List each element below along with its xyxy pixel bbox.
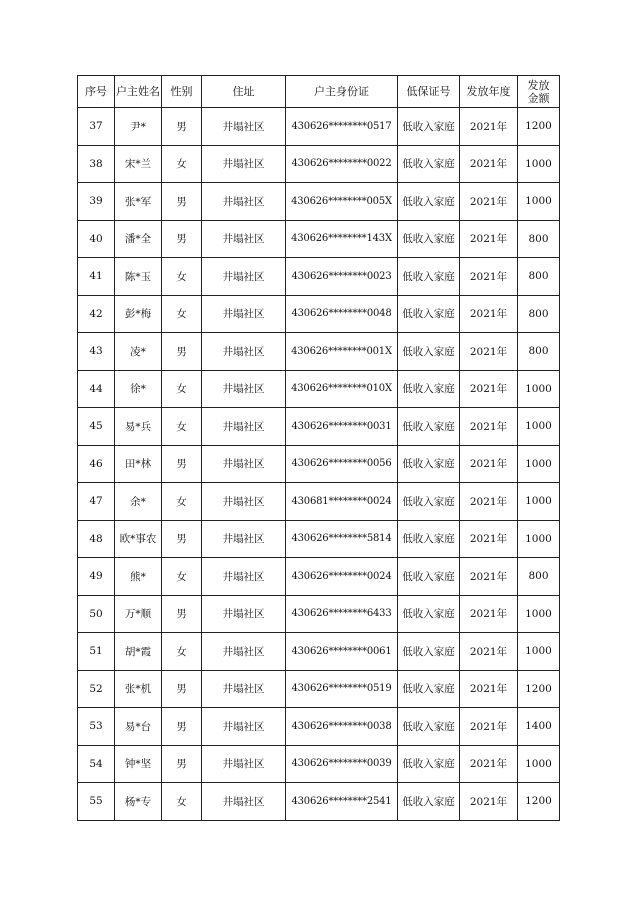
header-id: 户主身份证 <box>286 76 398 108</box>
cell-seq: 40 <box>78 220 115 258</box>
cell-amount: 1200 <box>518 783 560 821</box>
cell-id: 430626********0517 <box>286 108 398 146</box>
table-row <box>78 258 560 296</box>
cell-amount: 1000 <box>518 745 560 783</box>
cell-year: 2021年 <box>460 633 518 671</box>
table-row <box>78 108 560 146</box>
cell-sex: 男 <box>162 333 202 371</box>
cell-sex: 男 <box>162 108 202 146</box>
cell-name: 易*兵 <box>115 408 162 446</box>
cell-name: 欧*事农 <box>115 520 162 558</box>
cell-id: 430626********6433 <box>286 595 398 633</box>
cell-address: 井塌社区 <box>202 483 286 521</box>
cell-amount: 1000 <box>518 595 560 633</box>
cell-name: 凌* <box>115 333 162 371</box>
table-row <box>78 483 560 521</box>
cell-year: 2021年 <box>460 183 518 221</box>
header-amount-line2: 金额 <box>527 91 550 105</box>
cell-sex: 女 <box>162 633 202 671</box>
cell-sex: 女 <box>162 370 202 408</box>
cell-seq: 37 <box>78 108 115 146</box>
cell-amount: 800 <box>518 220 560 258</box>
header-amount <box>518 76 560 108</box>
header-dibao-no: 低保证号 <box>398 76 460 108</box>
cell-amount: 1000 <box>518 633 560 671</box>
cell-sex: 女 <box>162 783 202 821</box>
cell-dibao-no: 低收入家庭 <box>398 333 460 371</box>
cell-year: 2021年 <box>460 258 518 296</box>
cell-seq: 43 <box>78 333 115 371</box>
cell-sex: 女 <box>162 258 202 296</box>
cell-name: 尹* <box>115 108 162 146</box>
cell-seq: 38 <box>78 145 115 183</box>
table-row <box>78 445 560 483</box>
cell-amount: 800 <box>518 258 560 296</box>
cell-dibao-no: 低收入家庭 <box>398 745 460 783</box>
cell-name: 万*顺 <box>115 595 162 633</box>
cell-year: 2021年 <box>460 745 518 783</box>
cell-amount: 1000 <box>518 445 560 483</box>
cell-sex: 女 <box>162 295 202 333</box>
cell-seq: 44 <box>78 370 115 408</box>
cell-seq: 45 <box>78 408 115 446</box>
cell-id: 430626********0519 <box>286 670 398 708</box>
cell-id: 430626********2541 <box>286 783 398 821</box>
cell-id: 430681********0024 <box>286 483 398 521</box>
table-row <box>78 633 560 671</box>
cell-address: 井塌社区 <box>202 558 286 596</box>
cell-sex: 女 <box>162 483 202 521</box>
cell-dibao-no: 低收入家庭 <box>398 520 460 558</box>
table-row <box>78 408 560 446</box>
cell-address: 井塌社区 <box>202 408 286 446</box>
cell-year: 2021年 <box>460 483 518 521</box>
cell-seq: 48 <box>78 520 115 558</box>
cell-seq: 41 <box>78 258 115 296</box>
cell-seq: 47 <box>78 483 115 521</box>
cell-seq: 53 <box>78 708 115 746</box>
cell-amount: 1000 <box>518 483 560 521</box>
cell-seq: 49 <box>78 558 115 596</box>
table-row <box>78 295 560 333</box>
cell-dibao-no: 低收入家庭 <box>398 220 460 258</box>
cell-address: 井塌社区 <box>202 145 286 183</box>
cell-name: 杨*专 <box>115 783 162 821</box>
cell-seq: 50 <box>78 595 115 633</box>
cell-sex: 女 <box>162 408 202 446</box>
cell-name: 张*军 <box>115 183 162 221</box>
cell-name: 熊* <box>115 558 162 596</box>
cell-year: 2021年 <box>460 370 518 408</box>
table-row <box>78 595 560 633</box>
cell-year: 2021年 <box>460 408 518 446</box>
cell-id: 430626********0061 <box>286 633 398 671</box>
cell-dibao-no: 低收入家庭 <box>398 483 460 521</box>
cell-address: 井塌社区 <box>202 745 286 783</box>
cell-address: 井塌社区 <box>202 445 286 483</box>
header-amount-line1: 发放 <box>527 78 550 92</box>
cell-id: 430626********0022 <box>286 145 398 183</box>
cell-year: 2021年 <box>460 333 518 371</box>
cell-id: 430626********0048 <box>286 295 398 333</box>
cell-dibao-no: 低收入家庭 <box>398 633 460 671</box>
cell-amount: 800 <box>518 333 560 371</box>
table-header <box>78 76 560 108</box>
cell-address: 井塌社区 <box>202 370 286 408</box>
cell-sex: 男 <box>162 745 202 783</box>
cell-address: 井塌社区 <box>202 520 286 558</box>
cell-address: 井塌社区 <box>202 258 286 296</box>
cell-dibao-no: 低收入家庭 <box>398 445 460 483</box>
table-row <box>78 670 560 708</box>
cell-year: 2021年 <box>460 445 518 483</box>
subsidy-roster-table <box>77 75 560 821</box>
cell-sex: 男 <box>162 183 202 221</box>
cell-seq: 52 <box>78 670 115 708</box>
cell-amount: 1200 <box>518 108 560 146</box>
cell-year: 2021年 <box>460 708 518 746</box>
cell-seq: 39 <box>78 183 115 221</box>
cell-seq: 51 <box>78 633 115 671</box>
table-row <box>78 370 560 408</box>
cell-address: 井塌社区 <box>202 220 286 258</box>
table-row <box>78 183 560 221</box>
cell-seq: 46 <box>78 445 115 483</box>
cell-id: 430626********0024 <box>286 558 398 596</box>
table-row <box>78 708 560 746</box>
header-address: 住址 <box>202 76 286 108</box>
cell-amount: 1000 <box>518 183 560 221</box>
table-row <box>78 145 560 183</box>
header-year: 发放年度 <box>460 76 518 108</box>
cell-amount: 1200 <box>518 670 560 708</box>
cell-amount: 1000 <box>518 145 560 183</box>
cell-dibao-no: 低收入家庭 <box>398 145 460 183</box>
cell-seq: 55 <box>78 783 115 821</box>
cell-amount: 1400 <box>518 708 560 746</box>
cell-id: 430626********0039 <box>286 745 398 783</box>
cell-name: 徐* <box>115 370 162 408</box>
cell-year: 2021年 <box>460 295 518 333</box>
cell-name: 潘*全 <box>115 220 162 258</box>
cell-amount: 800 <box>518 295 560 333</box>
cell-dibao-no: 低收入家庭 <box>398 783 460 821</box>
cell-id: 430626********010X <box>286 370 398 408</box>
cell-address: 井塌社区 <box>202 333 286 371</box>
cell-dibao-no: 低收入家庭 <box>398 558 460 596</box>
cell-address: 井塌社区 <box>202 108 286 146</box>
cell-name: 钟*坚 <box>115 745 162 783</box>
cell-id: 430626********0056 <box>286 445 398 483</box>
cell-address: 井塌社区 <box>202 783 286 821</box>
cell-seq: 54 <box>78 745 115 783</box>
cell-amount: 1000 <box>518 370 560 408</box>
cell-year: 2021年 <box>460 558 518 596</box>
cell-year: 2021年 <box>460 520 518 558</box>
header-row <box>78 76 560 108</box>
cell-sex: 男 <box>162 595 202 633</box>
cell-dibao-no: 低收入家庭 <box>398 670 460 708</box>
cell-id: 430626********0038 <box>286 708 398 746</box>
cell-address: 井塌社区 <box>202 595 286 633</box>
cell-name: 宋*兰 <box>115 145 162 183</box>
cell-year: 2021年 <box>460 670 518 708</box>
table-row <box>78 333 560 371</box>
cell-amount: 1000 <box>518 520 560 558</box>
cell-name: 彭*梅 <box>115 295 162 333</box>
cell-amount: 800 <box>518 558 560 596</box>
table-row <box>78 558 560 596</box>
table-body <box>78 108 560 821</box>
cell-dibao-no: 低收入家庭 <box>398 183 460 221</box>
cell-dibao-no: 低收入家庭 <box>398 708 460 746</box>
cell-id: 430626********143X <box>286 220 398 258</box>
cell-year: 2021年 <box>460 145 518 183</box>
cell-sex: 女 <box>162 145 202 183</box>
cell-sex: 女 <box>162 558 202 596</box>
cell-id: 430626********005X <box>286 183 398 221</box>
cell-sex: 男 <box>162 670 202 708</box>
cell-address: 井塌社区 <box>202 708 286 746</box>
table-row <box>78 520 560 558</box>
cell-year: 2021年 <box>460 783 518 821</box>
cell-id: 430626********0023 <box>286 258 398 296</box>
cell-year: 2021年 <box>460 108 518 146</box>
cell-year: 2021年 <box>460 220 518 258</box>
cell-id: 430626********5814 <box>286 520 398 558</box>
header-sex: 性别 <box>162 76 202 108</box>
table-row <box>78 783 560 821</box>
cell-name: 余* <box>115 483 162 521</box>
cell-amount: 1000 <box>518 408 560 446</box>
header-seq: 序号 <box>78 76 115 108</box>
cell-name: 胡*霞 <box>115 633 162 671</box>
cell-name: 陈*玉 <box>115 258 162 296</box>
cell-id: 430626********0031 <box>286 408 398 446</box>
cell-dibao-no: 低收入家庭 <box>398 108 460 146</box>
cell-dibao-no: 低收入家庭 <box>398 595 460 633</box>
cell-sex: 男 <box>162 220 202 258</box>
cell-sex: 男 <box>162 520 202 558</box>
cell-name: 易*台 <box>115 708 162 746</box>
cell-name: 张*机 <box>115 670 162 708</box>
cell-address: 井塌社区 <box>202 633 286 671</box>
table-row <box>78 745 560 783</box>
table-row <box>78 220 560 258</box>
cell-id: 430626********001X <box>286 333 398 371</box>
cell-address: 井塌社区 <box>202 295 286 333</box>
cell-address: 井塌社区 <box>202 670 286 708</box>
cell-seq: 42 <box>78 295 115 333</box>
cell-dibao-no: 低收入家庭 <box>398 295 460 333</box>
cell-dibao-no: 低收入家庭 <box>398 408 460 446</box>
cell-dibao-no: 低收入家庭 <box>398 370 460 408</box>
cell-dibao-no: 低收入家庭 <box>398 258 460 296</box>
cell-year: 2021年 <box>460 595 518 633</box>
header-name: 户主姓名 <box>115 76 162 108</box>
cell-address: 井塌社区 <box>202 183 286 221</box>
cell-sex: 男 <box>162 708 202 746</box>
cell-name: 田*林 <box>115 445 162 483</box>
cell-sex: 男 <box>162 445 202 483</box>
